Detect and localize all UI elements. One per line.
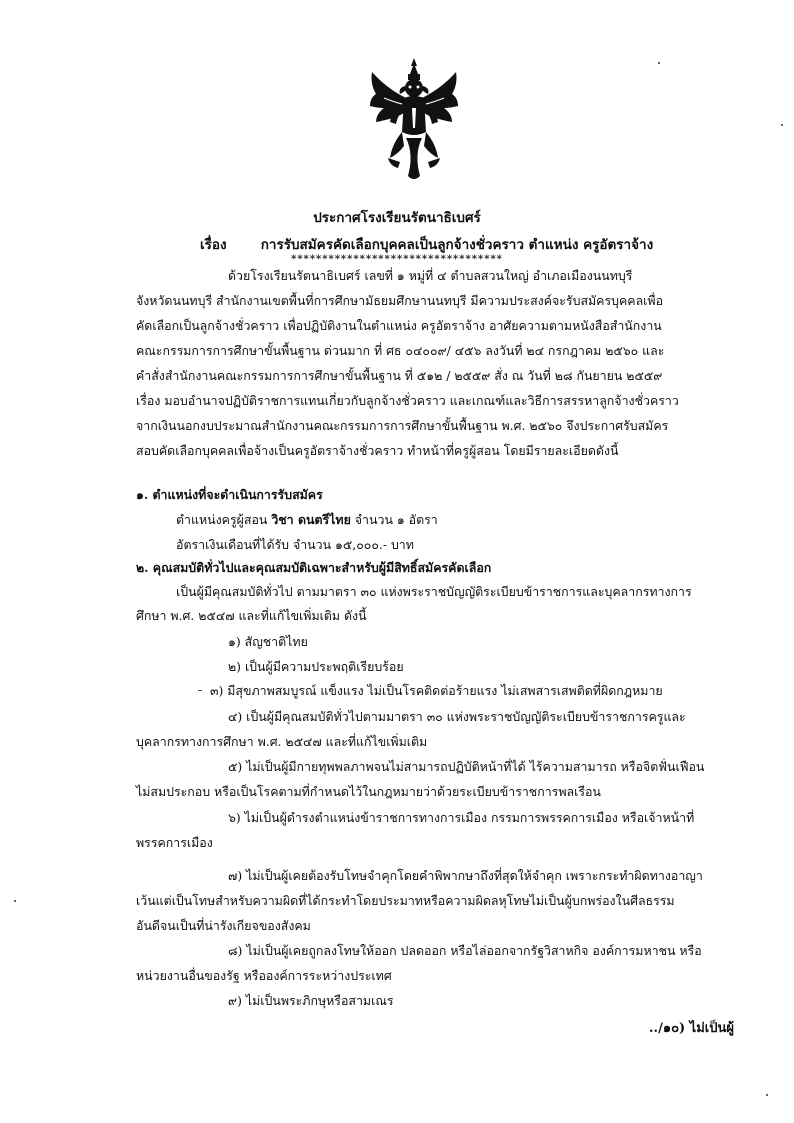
qualification-item: ๔) เป็นผู้มีคุณสมบัติทั่วไปตามมาตรา ๓๐ แห่งพระราชบัญญัติระเบียบข้าราชการครูและ [228,709,686,724]
section2-intro-line: ศึกษา พ.ศ. ๒๕๔๗ และที่แก้ไขเพิ่มเติม ดังนี้ [136,608,367,623]
qualification-item: ๘) ไม่เป็นผู้เคยถูกลงโทษให้ออก ปลดออก หรือไล่ออกจากรัฐวิสาหกิจ องค์การมหาชน หรือ [228,943,702,958]
qualification-item-cont: ไม่สมประกอบ หรือเป็นโรคตามที่กำหนดไว้ในกฎหมายว่าด้วยระเบียบข้าราชการพลเรือน [136,784,601,799]
intro-line: เรื่อง มอบอำนาจปฏิบัติราชการแทนเกี่ยวกับลูกจ้างชั่วคราว และเกณฑ์และวิธีการสรรหาลูกจ้างชั่วคราว [136,393,679,408]
qualification-item: ๑) สัญชาติไทย [228,634,308,649]
scan-speck [658,62,660,64]
salary-line: อัตราเงินเดือนที่ได้รับ จำนวน ๑๕,๐๐๐.- บาท [176,537,414,552]
qualification-item-cont: หน่วยงานอื่นของรัฐ หรือองค์การระหว่างประเทศ [136,968,392,983]
garuda-emblem-icon [368,58,460,182]
qualification-item: ๓) มีสุขภาพสมบูรณ์ แข็งแรง ไม่เป็นโรคติดต่อร้ายแรง ไม่เสพสารเสพติดที่ผิดกฎหมาย [210,683,663,698]
intro-line: ด้วยโรงเรียนรัตนาธิเบศร์ เลขที่ ๑ หมู่ที่ ๔ ตำบลสวนใหญ่ อำเภอเมืองนนทบุรี [228,268,633,283]
section2-heading: ๒. คุณสมบัติทั่วไปและคุณสมบัติเฉพาะสำหรับผู้มีสิทธิ์สมัครคัดเลือก [136,560,492,575]
position-subject: วิชา ดนตรีไทย [271,512,351,527]
qualification-item-cont: พรรคการเมือง [136,835,213,850]
intro-line: คณะกรรมการการศึกษาขั้นพื้นฐาน ด่วนมาก ที่ ศธ ๐๔๐๐๙/ ๔๕๖ ลงวันที่ ๒๔ กรกฎาคม ๒๕๖๐ และ [136,343,665,358]
position-line [176,512,438,528]
hyphen-mark: - [198,683,203,697]
page-continuation: ../๑๐) ไม่เป็นผู้ [649,1021,734,1036]
position-prefix: ตำแหน่งครูผู้สอน [176,512,268,527]
qualification-item: ๖) ไม่เป็นผู้ดำรงตำแหน่งข้าราชการทางการเมือง กรรมการพรรคการเมือง หรือเจ้าหน้าที่ [228,810,695,825]
subject-text: การรับสมัครคัดเลือกบุคคลเป็นลูกจ้างชั่วคราว ตำแหน่ง ครูอัตราจ้าง [260,237,654,253]
intro-line: จังหวัดนนทบุรี สำนักงานเขตพื้นที่การศึกษามัธยมศึกษานนทบุรี มีความประสงค์จะรับสมัครบุคคลเพื่อ [136,293,664,308]
scan-speck [781,124,783,126]
qualification-item: ๙) ไม่เป็นพระภิกษุหรือสามเณร [228,993,394,1008]
scan-speck [766,1094,768,1096]
qualification-item: ๕) ไม่เป็นผู้มีกายทุพพลภาพจนไม่สามารถปฏิบัติหน้าที่ได้ ไร้ความสามารถ หรือจิตฟั่นเฟือน [228,759,705,774]
intro-line: คำสั่งสำนักงานคณะกรรมการการศึกษาขั้นพื้นฐาน ที่ ๕๑๒ / ๒๕๕๙ สั่ง ณ วันที่ ๒๘ กันยายน ๒๕๕๙ [136,368,663,383]
announcement-title: ประกาศโรงเรียนรัตนาธิเบศร์ [313,210,481,226]
star-divider: ********************************** [291,254,503,265]
section2-intro-line: เป็นผู้มีคุณสมบัติทั่วไป ตามมาตรา ๓๐ แห่งพระราชบัญญัติระเบียบข้าราชการและบุคลากรทางการ [176,584,692,599]
scan-speck [14,900,16,902]
position-count: จำนวน ๑ อัตรา [354,512,438,527]
intro-line: คัดเลือกเป็นลูกจ้างชั่วคราว เพื่อปฏิบัติงานในตำแหน่ง ครูอัตราจ้าง อาศัยความตามหนังสือสำนักงาน [136,318,662,333]
qualification-item: ๗) ไม่เป็นผู้เคยต้องรับโทษจำคุกโดยคำพิพากษาถึงที่สุดให้จำคุก เพราะกระทำผิดทางอาญา [228,868,703,883]
intro-line: สอบคัดเลือกบุคคลเพื่อจ้างเป็นครูอัตราจ้างชั่วคราว ทำหน้าที่ครูผู้สอน โดยมีรายละเอียดดังนี้ [136,443,619,458]
subject-label: เรื่อง [200,237,227,253]
section1-heading: ๑. ตำแหน่งที่จะดำเนินการรับสมัคร [136,487,323,502]
intro-line: จากเงินนอกงบประมาณสำนักงานคณะกรรมการการศึกษาขั้นพื้นฐาน พ.ศ. ๒๕๖๐ จึงประกาศรับสมัคร [136,418,669,433]
qualification-item-cont: บุคลากรทางการศึกษา พ.ศ. ๒๕๔๗ และที่แก้ไขเพิ่มเติม [136,734,428,749]
qualification-item: ๒) เป็นผู้มีความประพฤติเรียบร้อย [228,659,404,674]
qualification-item-cont: เว้นแต่เป็นโทษสำหรับความผิดที่ได้กระทำโดยประมาทหรือความผิดลหุโทษไม่เป็นผู้บกพร่องในศีลธรรม [136,893,675,908]
announcement-subject [200,233,653,255]
qualification-item-cont: อันดีจนเป็นที่น่ารังเกียจของสังคม [136,918,311,933]
